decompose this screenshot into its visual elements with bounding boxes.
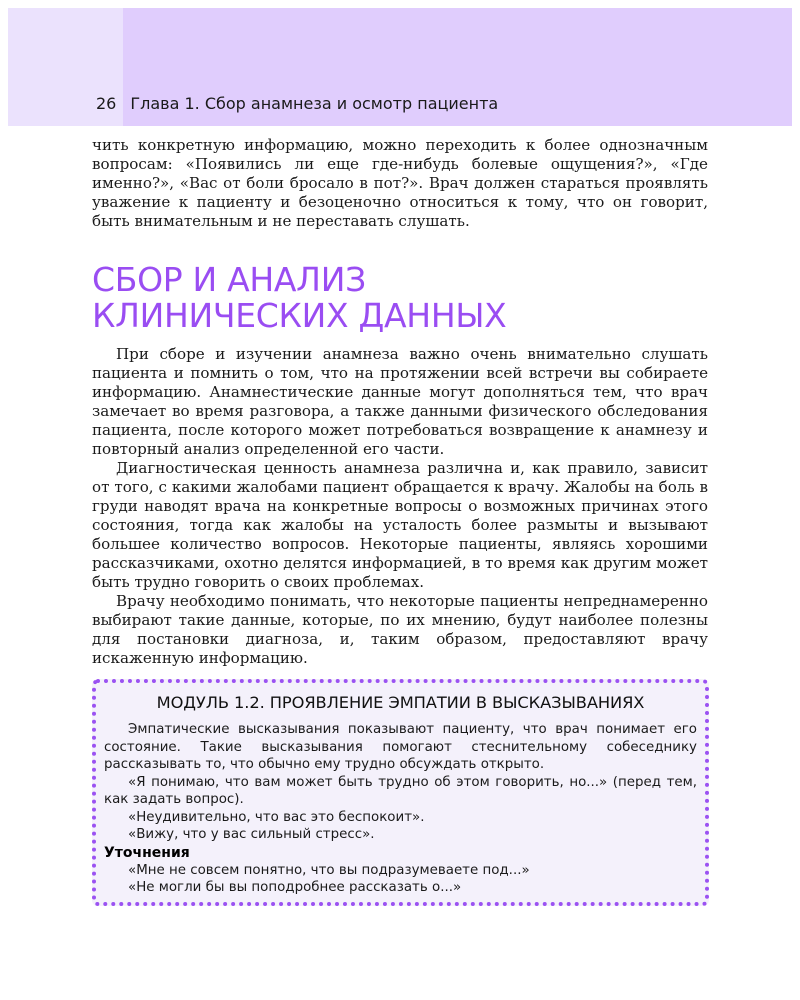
page-number: 26 [96, 94, 117, 113]
running-header [96, 94, 498, 113]
section-body [92, 345, 708, 668]
module-line: «Я понимаю, что вам может быть трудно об этом говорить, но...» (перед тем, как задать вопрос). [104, 774, 697, 807]
module-clarification: «Не могли бы вы поподробнее рассказать о...» [128, 880, 462, 895]
section-heading [92, 262, 708, 334]
section-title-line2: КЛИНИЧЕСКИХ ДАННЫХ [92, 296, 507, 335]
paragraph: При сборе и изучении анамнеза важно очень внимательно слушать пациента и помнить о том, что на протяжении всей встречи вы собираете информацию. Анамнестические данные могут дополняться тем, что врач замечает во время разговора, а также данными физического обследования пациента, после которого может потребоваться возвращение к анамнезу и повторный анализ определенной его части. [92, 345, 708, 458]
section-title-line1: СБОР И АНАЛИЗ [92, 260, 366, 299]
module-box [92, 679, 709, 906]
paragraph: Диагностическая ценность анамнеза различна и, как правило, зависит от того, с какими жалобами пациент обращается к врачу. Жалобы на боль в груди наводят врача на конкретные вопросы о возможных причинах этого состояния, тогда как жалобы на усталость более размыты и вызывают большее количество вопросов. Некоторые пациенты, являясь хорошими рассказчиками, охотно делятся информацией, в то время как другим может быть трудно говорить о своих проблемах. [92, 459, 708, 591]
paragraph: Врачу необходимо понимать, что некоторые пациенты непреднамеренно выбирают такие данные, которые, по их мнению, будут наиболее полезны для постановки диагноза, и, таким образом, предоставляют врачу искаженную информацию. [92, 592, 708, 667]
chapter-title: Глава 1. Сбор анамнеза и осмотр пациента [130, 94, 499, 113]
module-line: «Вижу, что у вас сильный стресс». [128, 827, 375, 842]
module-line: «Неудивительно, что вас это беспокоит». [128, 809, 425, 825]
module-line: Эмпатические высказывания показывают пациенту, что врач понимает его состояние. Такие высказывания помогают стеснительному собеседнику рассказывать то, что обычно ему трудно обсуждать открыто. [104, 722, 697, 772]
module-title: МОДУЛЬ 1.2. ПРОЯВЛЕНИЕ ЭМПАТИИ В ВЫСКАЗЫВАНИЯХ [156, 693, 645, 712]
intro-block [92, 136, 708, 231]
intro-paragraph: чить конкретную информацию, можно переходить к более однозначным вопросам: «Появились ли еще где-нибудь болевые ощущения?», «Где именно?», «Вас от боли бросало в пот?». Врач должен стараться проявлять уважение к пациенту и безоценочно относиться к тому, что он говорит, быть внимательным и не переставать слушать. [92, 136, 708, 230]
module-body [104, 721, 697, 897]
module-subheading: Уточнения [104, 844, 190, 861]
module-clarification: «Мне не совсем понятно, что вы подразумеваете под...» [128, 862, 530, 878]
